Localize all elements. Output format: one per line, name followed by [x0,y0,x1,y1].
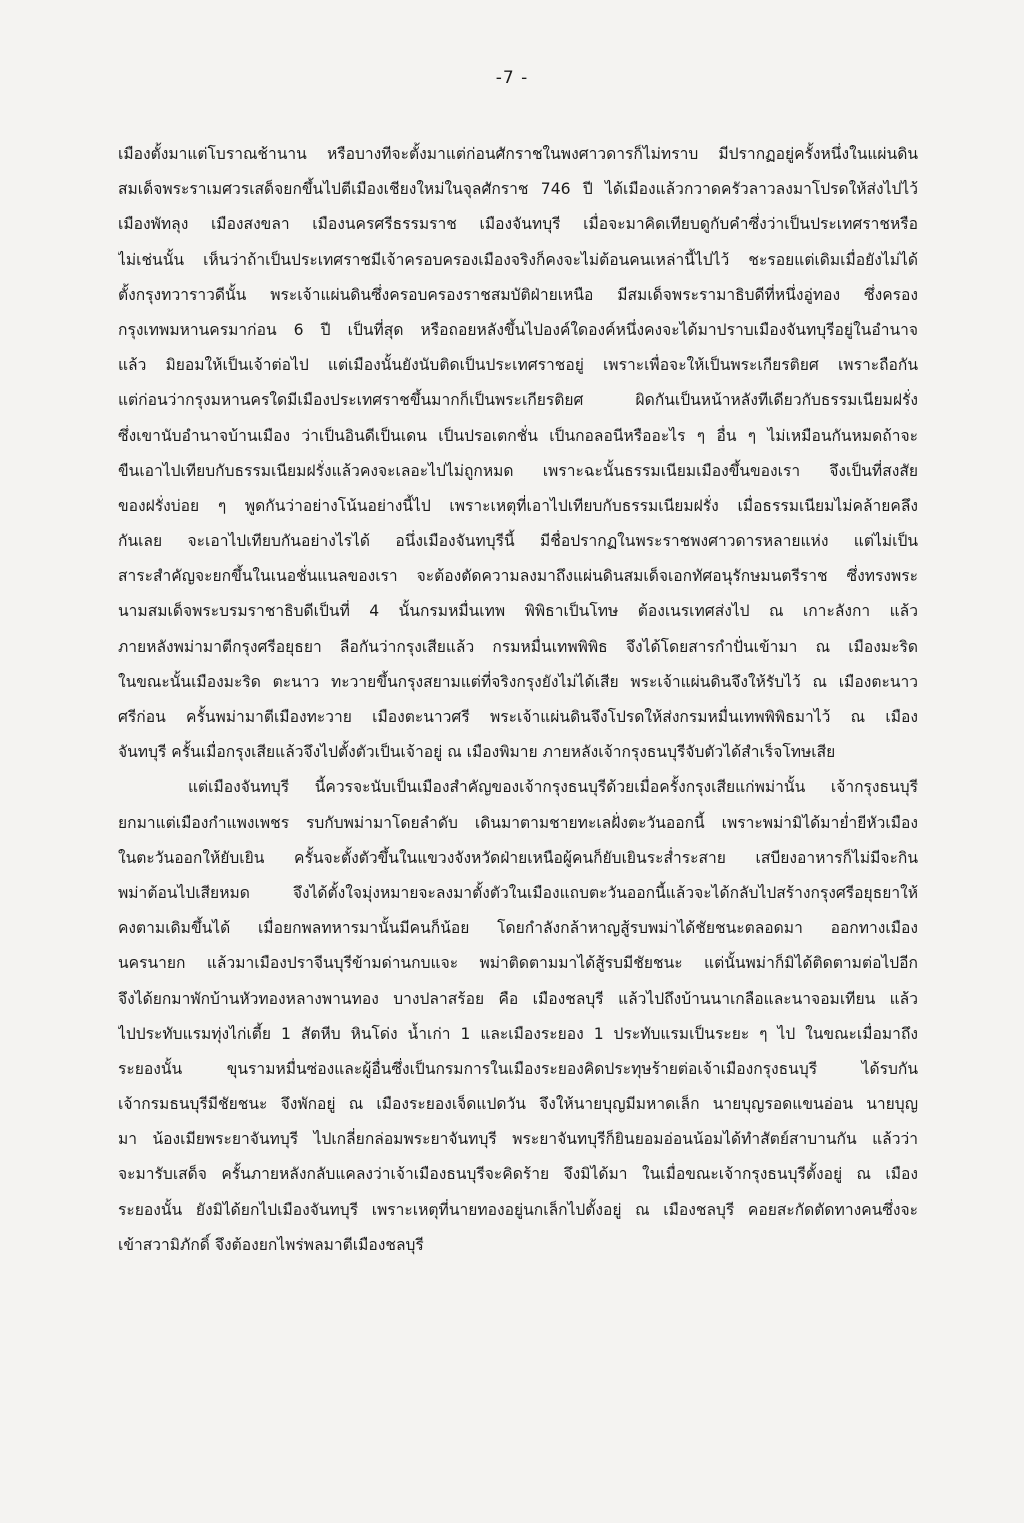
text-line: สาระสำคัญจะยกขึ้นในเนอชั่นแนลของเรา จะต้องตัดความลงมาถึงแผ่นดินสมเด็จเอกทัศอนุรักษมนตรีราช ซึ่งทรงพระ [118,567,918,586]
text-line: ไม่เช่นนั้น เห็นว่าถ้าเป็นประเทศราชมีเจ้าครอบครองเมืองจริงก็คงจะไม่ต้อนคนเหล่านี้ไปไว้ ชะรอยแต่เดิมเมื่อยังไม่ได้ [118,250,918,269]
text-line: แต่เมืองจันทบุรี นี้ควรจะนับเป็นเมืองสำคัญของเจ้ากรุงธนบุรีด้วยเมื่อครั้งกรุงเสียแก่พม่านั้น เจ้ากรุงธนบุรี [188,778,918,797]
text-line: แล้ว มิยอมให้เป็นเจ้าต่อไป แต่เมืองนั้นยังนับติดเป็นประเทศราชอยู่ เพราะเพื่อจะให้เป็นพระเกียรติยศ เพราะถือกัน [118,356,918,375]
text-line: ระยองนั้น ขุนรามหมื่นซ่องและผู้อื่นซึ่งเป็นกรมการในเมืองระยองคิดประทุษร้ายต่อเจ้าเมืองกรุงธนบุรี ได้รบกัน [118,1059,918,1078]
text-line: ระยองนั้น ยังมิได้ยกไปเมืองจันทบุรี เพราะเหตุที่นายทองอยู่นกเล็กไปตั้งอยู่ ณ เมืองชลบุรี คอยสะกัดตัดทางคนซึ่งจะ [118,1200,918,1219]
text-line: ภายหลังพม่ามาตีกรุงศรีอยุธยา ลือกันว่ากรุงเสียแล้ว กรมหมื่นเทพพิพิธ จึงได้โดยสารกำปั่นเข้ามา ณ เมืองมะริด [118,637,918,656]
text-line: ในตะวันออกให้ยับเยิน ครั้นจะตั้งตัวขึ้นในแขวงจังหวัดฝ่ายเหนือผู้คนก็ยับเยินระส่ำระสาย เสบียงอาหารก็ไม่มีจะกิน [118,848,918,867]
paragraph-1 [118,137,918,770]
text-line: จึงได้ยกมาพักบ้านหัวทองหลางพานทอง บางปลาสร้อย คือ เมืองชลบุรี แล้วไปถึงบ้านนาเกลือและนาจอมเทียน แล้ว [118,989,918,1008]
text-line: กรุงเทพมหานครมาก่อน 6 ปี เป็นที่สุด หรือถอยหลังขึ้นไปองค์ใดองค์หนึ่งคงจะได้มาปราบเมืองจันทบุรีอยู่ในอำนาจ [118,320,918,339]
text-line: จะมารับเสด็จ ครั้นภายหลังกลับแคลงว่าเจ้าเมืองธนบุรีจะคิดร้าย จึงมิได้มา ในเมื่อขณะเจ้ากรุงธนบุรีตั้งอยู่ ณ เมือง [118,1165,918,1184]
text-line: มา น้องเมียพระยาจันทบุรี ไปเกลี่ยกล่อมพระยาจันทบุรี พระยาจันทบุรีก็ยินยอมอ่อนน้อมได้ทำสัตย์สาบานกัน แล้วว่า [118,1130,918,1149]
text-line: แต่ก่อนว่ากรุงมหานครใดมีเมืองประเทศราชขึ้นมากก็เป็นพระเกียรติยศ ผิดกันเป็นหน้าหลังทีเดียวกับธรรมเนียมฝรั่ง [118,391,918,410]
text-line: ศรีก่อน ครั้นพม่ามาตีเมืองทะวาย เมืองตะนาวศรี พระเจ้าแผ่นดินจึงโปรดให้ส่งกรมหมื่นเทพพิพิธมาไว้ ณ เมือง [118,708,918,726]
text-line: ขืนเอาไปเทียบกับธรรมเนียมฝรั่งแล้วคงจะเลอะไปไม่ถูกหมด เพราะฉะนั้นธรรมเนียมเมืองขึ้นของเรา จึงเป็นที่สงสัย [118,461,918,480]
text-line: ยกมาแต่เมืองกำแพงเพชร รบกับพม่ามาโดยลำดับ เดินมาตามชายทะเลฝั่งตะวันออกนี้ เพราะพม่ามิได้มาย่ำยีหัวเมือง [118,813,918,832]
body-text [118,137,918,1263]
text-line: นามสมเด็จพระบรมราชาธิบดีเป็นที่ 4 นั้นกรมหมื่นเทพ พิพิธาเป็นโทษ ต้องเนรเทศส่งไป ณ เกาะลังกา แล้ว [118,602,918,621]
text-line: ในขณะนั้นเมืองมะริด ตะนาว ทะวายขึ้นกรุงสยามแต่ที่จริงกรุงยังไม่ได้เสีย พระเจ้าแผ่นดินจึงให้รับไว้ ณ เมืองตะนาว [118,672,918,691]
text-line: เจ้ากรมธนบุรีมีชัยชนะ จึงพักอยู่ ณ เมืองระยองเจ็ดแปดวัน จึงให้นายบุญมีมหาดเล็ก นายบุญรอดแขนอ่อน นายบุญ [118,1095,918,1114]
text-line: ซึ่งเขานับอำนาจบ้านเมือง ว่าเป็นอินดีเป็นเดน เป็นปรอเตกชั่น เป็นกอลอนีหรืออะไร ๆ อื่น ๆ ไม่เหมือนกันหมดถ้าจะ [118,426,918,445]
text-line: เมืองตั้งมาแต่โบราณช้านาน หรือบางทีจะตั้งมาแต่ก่อนศักราชในพงศาวดารก็ไม่ทราบ มีปรากฏอยู่ครั้งหนึ่งในแผ่นดิน [118,145,918,163]
text-line: พม่าต้อนไปเสียหมด จึงได้ตั้งใจมุ่งหมายจะลงมาตั้งตัวในเมืองแถบตะวันออกนี้แล้วจะได้กลับไปสร้างกรุงศรีอยุธยาให้ [118,883,918,902]
text-line: เข้าสวามิภักดิ์ จึงต้องยกไพร่พลมาตีเมืองชลบุรี [118,1235,424,1254]
text-line: คงตามเดิมขึ้นได้ เมื่อยกพลทหารมานั้นมีคนก็น้อย โดยกำลังกล้าหาญสู้รบพม่าได้ชัยชนะตลอดมา ออกทางเมือง [118,919,918,938]
text-line: จันทบุรี ครั้นเมื่อกรุงเสียแล้วจึงไปตั้งตัวเป็นเจ้าอยู่ ณ เมืองพิมาย ภายหลังเจ้ากรุงธนบุรีจับตัวได้สำเร็จโทษเสีย [118,743,836,762]
paragraph-2 [118,770,918,1263]
page-number: -7 - [495,68,529,88]
text-line: ตั้งกรุงทวาราวดีนั้น พระเจ้าแผ่นดินซึ่งครอบครองราชสมบัติฝ่ายเหนือ มีสมเด็จพระรามาธิบดีที่หนึ่งอู่ทอง ซึ่งครอง [118,285,918,304]
text-line: กันเลย จะเอาไปเทียบกันอย่างไรได้ อนึ่งเมืองจันทบุรีนี้ มีชื่อปรากฏในพระราชพงศาวดารหลายแห่ง แต่ไม่เป็น [118,532,918,551]
text-line: สมเด็จพระราเมศวรเสด็จยกขึ้นไปตีเมืองเชียงใหม่ในจุลศักราช 746 ปี ได้เมืองแล้วกวาดครัวลาวลงมาโปรดให้ส่งไปไว้ [118,180,918,199]
text-line: เมืองพัทลุง เมืองสงขลา เมืองนครศรีธรรมราช เมืองจันทบุรี เมื่อจะมาคิดเทียบดูกับคำซึ่งว่าเป็นประเทศราชหรือ [118,215,918,234]
text-line: ไปประทับแรมทุ่งไก่เตี้ย 1 สัตหีบ หินโด่ง น้ำเก่า 1 และเมืองระยอง 1 ประทับแรมเป็นระยะ ๆ ไป ในขณะเมื่อมาถึง [118,1024,918,1043]
text-line: ของฝรั่งบ่อย ๆ พูดกันว่าอย่างโน้นอย่างนี้ไป เพราะเหตุที่เอาไปเทียบกับธรรมเนียมฝรั่ง เมื่อธรรมเนียมไม่คล้ายคลึง [118,496,918,515]
text-line: นครนายก แล้วมาเมืองปราจีนบุรีข้ามด่านกบแจะ พม่าติดตามมาได้สู้รบมีชัยชนะ แต่นั้นพม่าก็มิได้ติดตามต่อไปอีก [118,954,918,973]
